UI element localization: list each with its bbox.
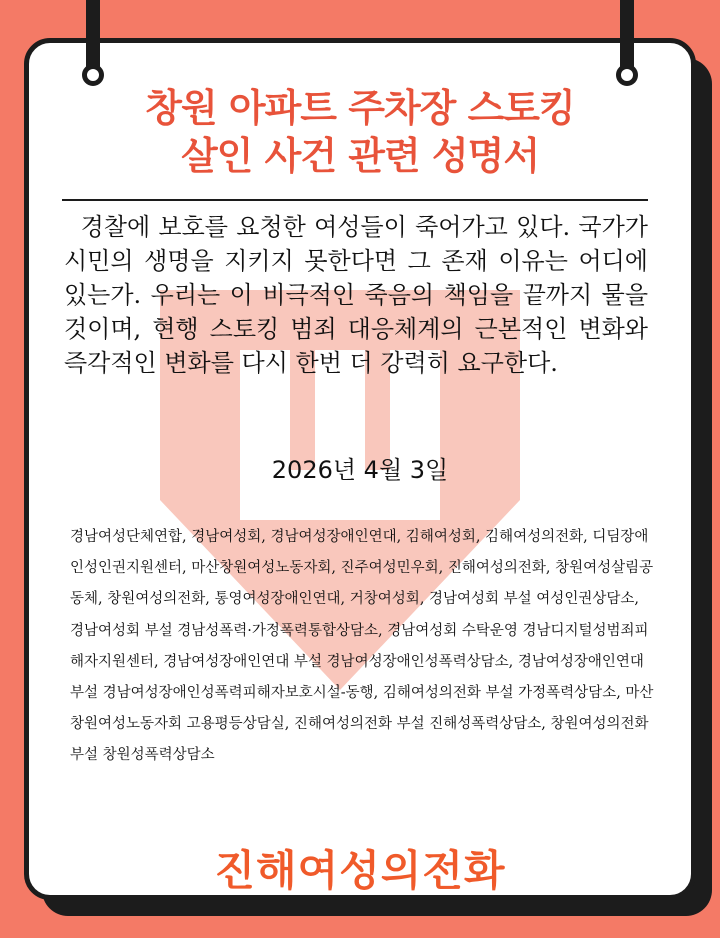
page-title-line-2: 살인 사건 관련 성명서 xyxy=(180,134,540,178)
signatory-organizations: 경남여성단체연합, 경남여성회, 경남여성장애인연대, 김해여성회, 김해여성의전화, 디딤장애인성인권지원센터, 마산창원여성노동자회, 진주여성민우회, 진해여성의전화, 창원여성살림공동체, 창원여성의전화, 통영여성장애인연대, 거창여성회, 경남여성회 부설 여성인권상담소, 경남여성회 부설 경남성폭력·가정폭력통합상담소, 경남여성회 수탁운영 경남디지털성범죄피해자지원센터, 경남여성장애인연대 부설 경남여성장애인성폭력상담소, 경남여성장애인연대 부설 경남여성장애인성폭력피해자보호시설-동행, 김해여성의전화 부설 가정폭력상담소, 마산창원여성노동자회 고용평등상담실, 진해여성의전화 부설 진해성폭력상담소, 창원여성의전화 부설 창원성폭력상담소 xyxy=(70,529,654,764)
left-ring-hole xyxy=(82,64,104,86)
statement-date: 2026년 4월 3일 xyxy=(271,456,449,484)
organization-logo: 진해여성의전화 xyxy=(214,846,506,895)
page-title-line-1: 창원 아파트 주차장 스토킹 xyxy=(145,86,575,130)
title-divider xyxy=(62,199,648,201)
statement-body: 경찰에 보호를 요청한 여성들이 죽어가고 있다. 국가가 시민의 생명을 지키지 못한다면 그 존재 이유는 어디에 있는가. 우리는 이 비극적인 죽음의 책임을 끝까지 물을 것이며, 현행 스토킹 범죄 대응체계의 근본적인 변화와 즉각적인 변화를 다시 한번 더 강력히 요구한다. xyxy=(64,213,648,377)
right-ring-hole xyxy=(616,64,638,86)
